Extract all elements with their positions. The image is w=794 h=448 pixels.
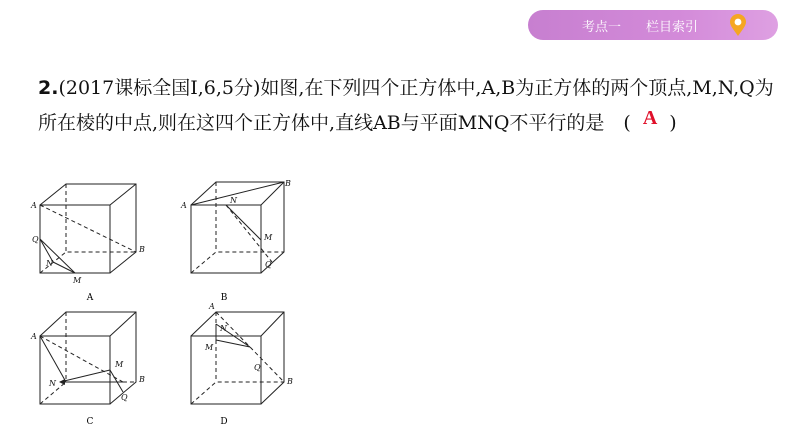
fig-c-label-q: Q xyxy=(121,393,128,402)
fig-b-caption: B xyxy=(220,293,228,303)
fig-d-label-n: N xyxy=(220,324,227,333)
nav-topic-link[interactable]: 考点一 xyxy=(582,20,622,35)
fig-a-label-q: Q xyxy=(32,235,39,244)
fig-b-label-b: B xyxy=(285,179,291,188)
fig-a-label-a: A xyxy=(31,201,37,210)
figure-d xyxy=(191,312,284,404)
fig-d-label-q: Q xyxy=(254,363,261,372)
fig-b-label-q: Q xyxy=(265,260,272,269)
fig-c-caption: C xyxy=(86,417,94,427)
fig-c-label-b: B xyxy=(139,375,145,384)
fig-a-label-n: N xyxy=(46,259,53,268)
fig-c-label-a: A xyxy=(31,332,37,341)
figure-c xyxy=(40,312,136,404)
question-text: (2017课标全国Ⅰ,6,5分)如图,在下列四个正方体中,A,B为正方体的两个顶点,M,N,Q为所在棱的中点,则在这四个正方体中,直线AB与平面MNQ不平行的是 ( xyxy=(38,77,774,134)
figure-a xyxy=(40,184,136,273)
fig-d-label-a: A xyxy=(209,302,215,311)
fig-b-label-m: M xyxy=(264,233,273,242)
fig-c-label-m: M xyxy=(115,360,124,369)
fig-b-label-a: A xyxy=(181,201,187,210)
fig-a-label-m: M xyxy=(73,276,82,285)
fig-c-label-n: N xyxy=(49,379,56,388)
question-number: 2. xyxy=(38,77,59,99)
fig-a-label-b: B xyxy=(139,245,145,254)
nav-index-link[interactable]: 栏目索引 xyxy=(646,20,699,35)
fig-d-caption: D xyxy=(220,417,228,427)
answer-mark: A xyxy=(642,107,658,129)
fig-d-label-b: B xyxy=(287,377,293,386)
question-close-paren: ) xyxy=(669,112,677,134)
fig-b-label-n: N xyxy=(230,196,237,205)
fig-d-label-m: M xyxy=(205,343,214,352)
fig-a-caption: A xyxy=(86,293,94,303)
